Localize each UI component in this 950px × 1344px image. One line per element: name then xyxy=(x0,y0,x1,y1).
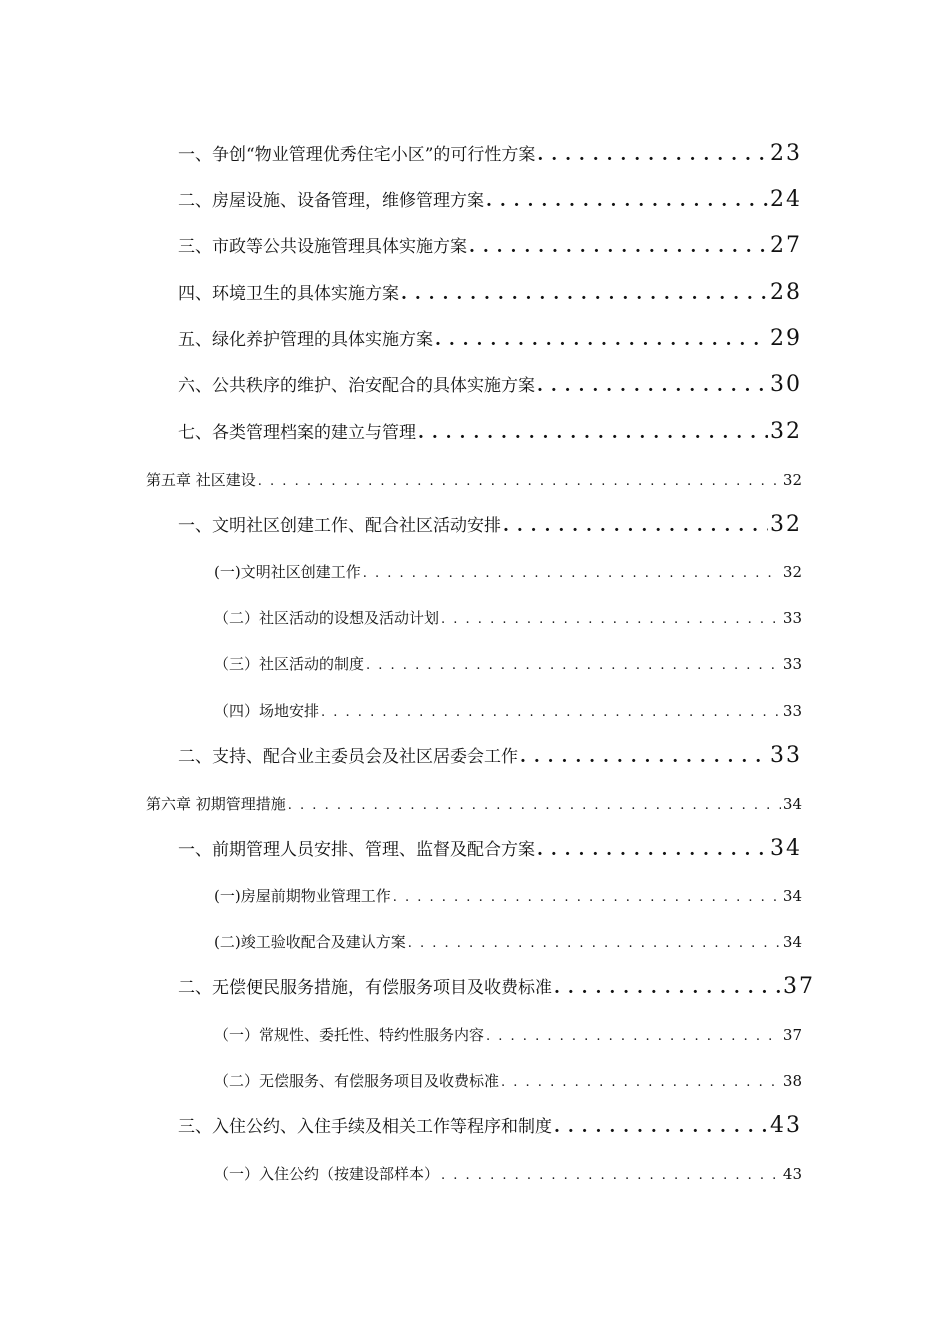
toc-leader-dots xyxy=(321,705,781,720)
toc-chapter-entry[interactable] xyxy=(146,469,802,490)
toc-entry-page: 37 xyxy=(782,1026,802,1044)
toc-leader-dots xyxy=(520,747,768,767)
toc-entry-page: 27 xyxy=(770,233,802,258)
toc-leader-dots xyxy=(503,516,768,536)
toc-entry-page: 28 xyxy=(770,280,802,305)
toc-entry[interactable] xyxy=(178,186,802,212)
toc-leader-dots xyxy=(537,145,768,165)
toc-leader-dots xyxy=(366,658,781,673)
toc-leader-dots xyxy=(363,566,781,581)
toc-entry[interactable] xyxy=(178,1112,802,1138)
toc-entry-title: （四）场地安排 xyxy=(214,702,320,720)
toc-entry-title: （一）入住公约（按建设部样本） xyxy=(214,1165,440,1183)
toc-leader-dots xyxy=(554,1117,768,1137)
toc-entry-page: 43 xyxy=(782,1165,802,1183)
toc-subentry[interactable] xyxy=(214,931,802,952)
toc-subentry[interactable] xyxy=(214,1163,802,1184)
toc-leader-dots xyxy=(486,1029,781,1044)
toc-chapter-entry[interactable] xyxy=(146,793,802,814)
toc-leader-dots xyxy=(418,423,768,443)
toc-entry-page: 32 xyxy=(782,471,802,489)
toc-leader-dots xyxy=(435,330,768,350)
toc-entry[interactable] xyxy=(178,742,802,768)
toc-entry-page: 43 xyxy=(770,1113,802,1138)
toc-entry-page: 34 xyxy=(782,795,802,813)
toc-entry-page: 29 xyxy=(770,326,802,351)
toc-leader-dots xyxy=(401,284,768,304)
toc-entry-title: (二)竣工验收配合及建认方案 xyxy=(214,933,406,951)
toc-entry-page: 34 xyxy=(770,836,802,861)
toc-entry-page: 32 xyxy=(782,563,802,581)
toc-leader-dots xyxy=(408,936,781,951)
toc-entry-title: (一)文明社区创建工作 xyxy=(214,563,361,581)
toc-leader-dots xyxy=(537,376,768,396)
toc-subentry[interactable] xyxy=(214,607,802,628)
toc-entry-title: 四、环境卫生的具体实施方案 xyxy=(178,284,399,304)
toc-entry-title: 二、房屋设施、设备管理，维修管理方案 xyxy=(178,191,484,211)
toc-entry-title: 五、绿化养护管理的具体实施方案 xyxy=(178,330,433,350)
toc-entry-title: 七、各类管理档案的建立与管理 xyxy=(178,423,416,443)
toc-entry[interactable] xyxy=(178,418,802,444)
toc-entry-page: 33 xyxy=(782,609,802,627)
toc-leader-dots xyxy=(537,840,768,860)
toc-entry-page: 34 xyxy=(782,887,802,905)
toc-entry-page: 33 xyxy=(782,702,802,720)
toc-entry-title: 二、无偿便民服务措施，有偿服务项目及收费标准 xyxy=(178,978,552,998)
toc-entry-title: 一、前期管理人员安排、管理、监督及配合方案 xyxy=(178,840,535,860)
toc-subentry[interactable] xyxy=(214,700,802,721)
toc-entry[interactable] xyxy=(178,511,802,537)
toc-entry[interactable] xyxy=(178,140,802,166)
toc-entry-page: 38 xyxy=(782,1072,802,1090)
toc-entry-title: 第六章 初期管理措施 xyxy=(146,795,286,813)
toc-subentry[interactable] xyxy=(214,1024,802,1045)
toc-leader-dots xyxy=(258,474,781,489)
toc-subentry[interactable] xyxy=(214,561,802,582)
toc-leader-dots xyxy=(554,978,781,998)
toc-entry-title: （二）社区活动的设想及活动计划 xyxy=(214,609,440,627)
toc-leader-dots xyxy=(469,237,768,257)
toc-entry-page: 30 xyxy=(770,372,802,397)
toc-leader-dots xyxy=(288,798,781,813)
toc-entry-page: 34 xyxy=(782,933,802,951)
toc-entry[interactable] xyxy=(178,279,802,305)
toc-entry[interactable] xyxy=(178,973,815,999)
toc-entry-title: （二）无偿服务、有偿服务项目及收费标准 xyxy=(214,1072,500,1090)
toc-entry-page: 33 xyxy=(770,743,802,768)
toc-entry-title: （一）常规性、委托性、特约性服务内容 xyxy=(214,1026,485,1044)
toc-entry-title: 一、文明社区创建工作、配合社区活动安排 xyxy=(178,516,501,536)
toc-leader-dots xyxy=(501,1075,781,1090)
toc-entry-page: 32 xyxy=(770,419,802,444)
toc-entry-title: 六、公共秩序的维护、治安配合的具体实施方案 xyxy=(178,376,535,396)
toc-entry-title: 二、支持、配合业主委员会及社区居委会工作 xyxy=(178,747,518,767)
toc-entry-page: 23 xyxy=(770,141,802,166)
toc-leader-dots xyxy=(441,612,781,627)
toc-entry-title: (一)房屋前期物业管理工作 xyxy=(214,887,391,905)
toc-entry-page: 24 xyxy=(770,187,802,212)
toc-leader-dots xyxy=(393,890,781,905)
toc-entry[interactable] xyxy=(178,325,802,351)
toc-entry[interactable] xyxy=(178,232,802,258)
toc-subentry[interactable] xyxy=(214,1070,802,1091)
toc-leader-dots xyxy=(441,1168,781,1183)
toc-subentry[interactable] xyxy=(214,653,802,674)
toc-entry-page: 33 xyxy=(782,655,802,673)
toc-entry[interactable] xyxy=(178,371,802,397)
toc-entry-title: 三、入住公约、入住手续及相关工作等程序和制度 xyxy=(178,1117,552,1137)
toc-entry-title: 一、争创“物业管理优秀住宅小区”的可行性方案 xyxy=(178,145,536,165)
toc-entry-title: 第五章 社区建设 xyxy=(146,471,256,489)
toc-leader-dots xyxy=(486,191,768,211)
toc-entry[interactable] xyxy=(178,835,802,861)
toc-entry-title: （三）社区活动的制度 xyxy=(214,655,365,673)
toc-entry-title: 三、市政等公共设施管理具体实施方案 xyxy=(178,237,467,257)
toc-subentry[interactable] xyxy=(214,885,802,906)
toc-entry-page: 37 xyxy=(783,974,815,999)
toc-entry-page: 32 xyxy=(770,512,802,537)
